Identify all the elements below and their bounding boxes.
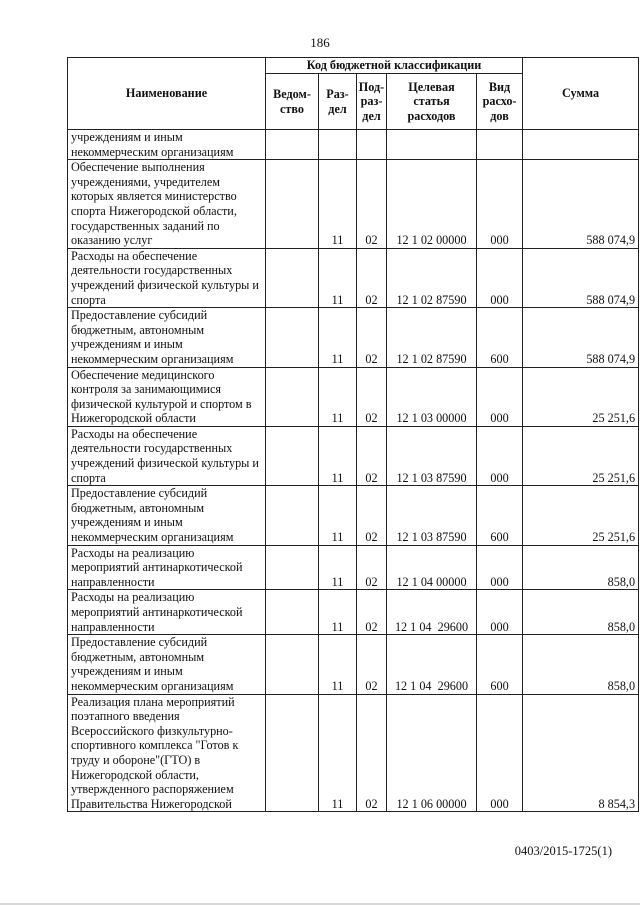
row-vid: 000 — [477, 694, 523, 812]
row-vid: 000 — [477, 545, 523, 590]
row-summa — [523, 130, 639, 160]
row-podrazdel: 02 — [357, 367, 387, 426]
row-podrazdel: 02 — [357, 694, 387, 812]
row-tselevaya: 12 1 04 00000 — [387, 545, 477, 590]
table-row — [68, 130, 639, 160]
document-code: 0403/2015-1725(1) — [514, 844, 612, 858]
row-podrazdel — [357, 130, 387, 160]
row-summa: 8 854,3 — [523, 694, 639, 812]
row-razdel: 11 — [319, 248, 357, 307]
row-podrazdel: 02 — [357, 160, 387, 249]
row-vedomstvo — [266, 248, 319, 307]
row-podrazdel: 02 — [357, 635, 387, 694]
row-vedomstvo — [266, 486, 319, 545]
row-name: Расходы на реализацию мероприятий антинаркотической направленности — [68, 545, 266, 590]
row-vid: 000 — [477, 590, 523, 635]
row-vid: 000 — [477, 160, 523, 249]
row-tselevaya — [387, 130, 477, 160]
row-razdel: 11 — [319, 635, 357, 694]
row-tselevaya: 12 1 03 00000 — [387, 367, 477, 426]
row-summa: 858,0 — [523, 590, 639, 635]
row-podrazdel: 02 — [357, 590, 387, 635]
budget-table — [67, 57, 639, 812]
table-row — [68, 308, 639, 367]
row-summa: 588 074,9 — [523, 248, 639, 307]
row-vedomstvo — [266, 590, 319, 635]
row-summa: 25 251,6 — [523, 486, 639, 545]
row-vid: 600 — [477, 486, 523, 545]
row-vedomstvo — [266, 160, 319, 249]
row-summa: 588 074,9 — [523, 308, 639, 367]
row-razdel: 11 — [319, 590, 357, 635]
row-vedomstvo — [266, 545, 319, 590]
row-name: Предоставление субсидий бюджетным, автономным учреждениям и иным некоммерческим организациям — [68, 308, 266, 367]
row-tselevaya: 12 1 06 00000 — [387, 694, 477, 812]
table-row — [68, 545, 639, 590]
table-row — [68, 590, 639, 635]
header-code-group: Код бюджетной классификации — [266, 58, 523, 74]
row-tselevaya: 12 1 04 29600 — [387, 635, 477, 694]
row-tselevaya: 12 1 02 00000 — [387, 160, 477, 249]
table-row — [68, 426, 639, 485]
row-razdel: 11 — [319, 426, 357, 485]
row-summa: 25 251,6 — [523, 367, 639, 426]
row-summa: 25 251,6 — [523, 426, 639, 485]
row-tselevaya: 12 1 04 29600 — [387, 590, 477, 635]
row-summa: 588 074,9 — [523, 160, 639, 249]
table-row — [68, 486, 639, 545]
header-vedomstvo: Ведом- ство — [266, 74, 319, 130]
header-vid: Вид расхо- дов — [477, 74, 523, 130]
row-name: Предоставление субсидий бюджетным, автономным учреждениям и иным некоммерческим организациям — [68, 635, 266, 694]
row-tselevaya: 12 1 02 87590 — [387, 248, 477, 307]
row-name: учреждениям и иным некоммерческим организациям — [68, 130, 266, 160]
row-summa: 858,0 — [523, 635, 639, 694]
header-name: Наименование — [68, 58, 266, 130]
row-vedomstvo — [266, 426, 319, 485]
table-row — [68, 160, 639, 249]
row-name: Расходы на реализацию мероприятий антинаркотической направленности — [68, 590, 266, 635]
row-tselevaya: 12 1 03 87590 — [387, 426, 477, 485]
header-podrazdel: Под- раз- дел — [357, 74, 387, 130]
row-razdel — [319, 130, 357, 160]
row-podrazdel: 02 — [357, 248, 387, 307]
row-razdel: 11 — [319, 694, 357, 812]
row-name: Обеспечение медицинского контроля за занимающимися физической культурой и спортом в Нижегородской области — [68, 367, 266, 426]
row-vedomstvo — [266, 130, 319, 160]
table-row — [68, 635, 639, 694]
row-vedomstvo — [266, 694, 319, 812]
header-razdel: Раз- дел — [319, 74, 357, 130]
row-razdel: 11 — [319, 367, 357, 426]
row-razdel: 11 — [319, 545, 357, 590]
row-razdel: 11 — [319, 308, 357, 367]
row-podrazdel: 02 — [357, 486, 387, 545]
row-podrazdel: 02 — [357, 426, 387, 485]
row-razdel: 11 — [319, 160, 357, 249]
row-tselevaya: 12 1 02 87590 — [387, 308, 477, 367]
row-vedomstvo — [266, 635, 319, 694]
row-tselevaya: 12 1 03 87590 — [387, 486, 477, 545]
row-name: Обеспечение выполнения учреждениями, учредителем которых является министерство спорта Нижегородской области, государственных заданий по оказанию услуг — [68, 160, 266, 249]
row-vid: 000 — [477, 367, 523, 426]
row-summa: 858,0 — [523, 545, 639, 590]
row-vid: 000 — [477, 248, 523, 307]
row-name: Предоставление субсидий бюджетным, автономным учреждениям и иным некоммерческим организациям — [68, 486, 266, 545]
row-name: Реализация плана мероприятий поэтапного введения Всероссийского физкультурно-спортивного комплекса "Готов к труду и обороне"(ГТО) в Нижегородской области, утвержденного распоряжением Правительства Нижегородской — [68, 694, 266, 812]
row-vid — [477, 130, 523, 160]
row-vid: 600 — [477, 308, 523, 367]
row-vid: 000 — [477, 426, 523, 485]
row-podrazdel: 02 — [357, 545, 387, 590]
row-razdel: 11 — [319, 486, 357, 545]
header-summa: Сумма — [523, 58, 639, 130]
table-row — [68, 694, 639, 812]
row-vedomstvo — [266, 367, 319, 426]
table-row — [68, 367, 639, 426]
page-number: 186 — [310, 35, 330, 50]
header-tselevaya: Целевая статья расходов — [387, 74, 477, 130]
row-name: Расходы на обеспечение деятельности государственных учреждений физической культуры и спорта — [68, 426, 266, 485]
row-vid: 600 — [477, 635, 523, 694]
row-name: Расходы на обеспечение деятельности государственных учреждений физической культуры и спорта — [68, 248, 266, 307]
table-row — [68, 248, 639, 307]
row-podrazdel: 02 — [357, 308, 387, 367]
row-vedomstvo — [266, 308, 319, 367]
